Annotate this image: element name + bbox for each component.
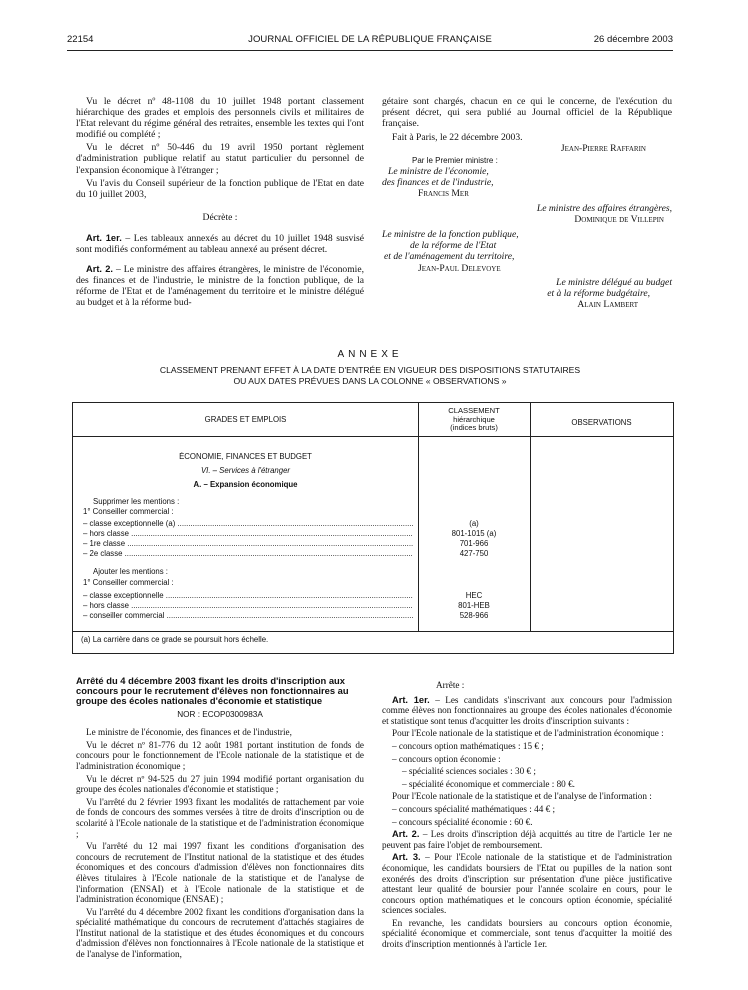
grade-group: 1° Conseiller commercial : <box>83 578 174 587</box>
issue-date: 26 décembre 2003 <box>593 34 673 45</box>
article-text: – Les droits d'inscription déjà acquittés au titre de l'article 1er ne peuvent pas faire l'objet de remboursement. <box>382 829 672 850</box>
row-label: – classe exceptionnelle (a) ..... <box>83 519 413 528</box>
row-label: – 1re classe ..... <box>83 539 413 548</box>
annex-subtitle <box>67 365 673 387</box>
row-value: 427-750 <box>459 549 489 558</box>
remove-mentions-label: Supprimer les mentions : <box>93 497 180 506</box>
fee-item: – spécialité économique et commerciale : 80 €. <box>402 778 575 789</box>
decree-right-column <box>382 96 672 310</box>
article-text: – Le ministre des affaires étrangères, le ministre de l'économie, des finances et de l'industrie, le ministre de la fonction publique, de la réforme de l'Etat et de l'aménagement du territoire et le ministre délégué au budget et à la réforme bud- <box>76 264 364 309</box>
table-row <box>83 611 413 621</box>
row-value: 801-1015 (a) <box>451 529 497 538</box>
signatory-title: Le ministre de l'économie, <box>388 165 489 177</box>
signatory-title: de la réforme de l'Etat <box>410 240 497 252</box>
visa-paragraph: Vu l'avis du Conseil supérieur de la fonction publique de l'Etat en date du 10 juillet 2003, <box>76 177 364 200</box>
signatory-name: Jean-Pierre Raffarin <box>560 143 646 155</box>
article-label: Art. 2. <box>86 264 113 275</box>
fee-item: – concours spécialité économie : 60 €. <box>392 816 533 827</box>
row-value: 801-HEB <box>458 601 490 610</box>
signatory-name: Francis Mer <box>418 188 469 200</box>
closing-paragraph: En revanche, les candidats boursiers au concours option économie, spécialité économique et commerciale, sont tenus d'acquitter la moitié des droits d'inscription mentionnés à l'article 1er. <box>382 917 672 950</box>
arrete-right-column <box>382 680 672 952</box>
subsection-heading: VI. – Services à l'étranger <box>200 466 291 475</box>
article-1 <box>382 695 672 727</box>
article-text: – Pour l'Ecole nationale de la statistique et de l'administration économique, les candidats boursiers de l'Etat ou pupilles de la nation sont exonérés des droits d'inscription sur présentation d'une pièce justificative attestant leur qualité de boursier pour l'année scolaire en cours, pour le concours option mathématiques et le concours option économie, spécialité sciences sociales. <box>382 852 672 916</box>
column-header-observations: OBSERVATIONS <box>571 418 632 427</box>
row-label: – conseiller commercial ..... <box>83 611 413 620</box>
article-3 <box>382 852 672 916</box>
fee-item: – concours spécialité mathématiques : 44 € ; <box>392 803 556 814</box>
signatory-title: et à la réforme budgétaire, <box>547 287 650 299</box>
article-text: – Les tableaux annexés au décret du 10 juillet 1948 susvisé sont modifiés conformément au tableau annexé au présent décret. <box>76 232 365 256</box>
annex-title: ANNEXE <box>337 349 403 360</box>
column-header-grades: GRADES ET EMPLOIS <box>204 415 287 424</box>
execution-paragraph: gétaire sont chargés, chacun en ce qui le concerne, de l'exécution du présent décret, qui sera publié au Journal officiel de la République française. <box>382 96 672 130</box>
annex-subtitle-line: OU AUX DATES PRÉVUES DANS LA COLONNE « OBSERVATIONS » <box>233 376 507 386</box>
fait-line: Fait à Paris, le 22 décembre 2003. <box>392 132 523 144</box>
article-label: Art. 1er. <box>392 694 430 705</box>
row-value: 528-966 <box>459 611 489 620</box>
visa-paragraph: Vu le décret nº 50-446 du 19 avril 1950 portant règlement d'administration publique relatif au statut particulier du personnel de l'expansion économique à l'étranger ; <box>76 142 364 176</box>
arrete-heading: Arrête : <box>436 680 465 690</box>
visa-paragraph: Vu l'arrêté du 2 février 1993 fixant les modalités de rattachement par voie de fonds de concours des sommes versées à titre de droits d'inscription ou de scolarité à l'Ecole nationale de la statistique et de l'administration économique ; <box>76 796 364 839</box>
table-footnote: (a) La carrière dans ce grade se poursuit hors échelle. <box>81 635 269 644</box>
row-label: – hors classe ..... <box>83 601 413 610</box>
signatory-name: Dominique de Villepin <box>574 213 664 225</box>
article-2 <box>382 829 672 850</box>
header-line: hiérarchique <box>453 414 495 424</box>
arrete-title: Arrêté du 4 décembre 2003 fixant les droits d'inscription aux concours pour le recrutement d'élèves non fonctionnaires au groupe des écoles nationales d'économie et statistique <box>76 675 349 707</box>
section-heading: ÉCONOMIE, FINANCES ET BUDGET <box>179 452 312 461</box>
par-le-line: Par le Premier ministre : <box>412 155 498 165</box>
journal-title: JOURNAL OFFICIEL DE LA RÉPUBLIQUE FRANÇAISE <box>248 34 492 45</box>
header-rule <box>67 50 673 51</box>
signatory-title: et de l'aménagement du territoire, <box>384 251 515 263</box>
row-label: – 2e classe ..... <box>83 549 413 558</box>
decree-left-column <box>76 96 364 311</box>
article-label: Art. 3. <box>392 852 421 863</box>
ensai-intro: Pour l'Ecole nationale de la statistique et de l'analyse de l'information : <box>392 791 652 802</box>
signatory-name: Alain Lambert <box>577 299 638 311</box>
visa-paragraph: Vu le décret nº 94-525 du 27 juin 1994 modifié portant organisation du groupe des écoles nationales d'économie et statistique ; <box>76 773 364 795</box>
signatory-title: Le ministre des affaires étrangères, <box>536 202 672 214</box>
decrete-heading: Décrète : <box>202 211 238 223</box>
page-number: 22154 <box>67 34 94 45</box>
article-text: – Les candidats s'inscrivant aux concours pour l'admission comme élèves non fonctionnaires au groupe des écoles nationales d'économie et statistique sont tenus d'acquitter les droits d'inscription suivants : <box>382 694 672 726</box>
row-value: 701-966 <box>459 539 489 548</box>
header-line: CLASSEMENT <box>448 406 500 415</box>
header-divider <box>73 436 673 437</box>
signatory-title: Le ministre de la fonction publique, <box>382 228 519 240</box>
row-value: (a) <box>469 519 479 528</box>
table-row <box>83 601 413 611</box>
add-mentions-label: Ajouter les mentions : <box>93 567 168 576</box>
subsubsection-heading: A. – Expansion économique <box>193 480 298 489</box>
visa-paragraph: Vu l'arrêté du 12 mai 1997 fixant les conditions d'organisation des concours de recrutement de l'Institut national de la statistique et des études économiques et des concours d'admission d'élèves non fonctionnaires dits élèves titulaires à l'Ecole nationale de la statistique et de l'analyse de l'information (ENSAI) et à l'Ecole nationale de la statistique et de l'administration économique (ENSAE) ; <box>76 841 364 905</box>
annex-subtitle-line: CLASSEMENT PRENANT EFFET À LA DATE D'ENTRÉE EN VIGUEUR DES DISPOSITIONS STATUTAIRES <box>159 365 581 375</box>
header-line: (indices bruts) <box>450 423 498 433</box>
fee-item: – concours option mathématiques : 15 € ; <box>392 740 544 751</box>
article-label: Art. 1er. <box>86 232 122 243</box>
arrete-left-column <box>76 676 364 962</box>
table-row <box>83 539 413 549</box>
table-row <box>83 549 413 559</box>
ensae-intro: Pour l'Ecole nationale de la statistique et de l'administration économique : <box>392 728 664 739</box>
fee-item: – spécialité sciences sociales : 30 € ; <box>402 766 536 777</box>
footer-divider <box>73 631 673 632</box>
table-row <box>83 519 413 529</box>
article-label: Art. 2. <box>392 829 420 840</box>
column-divider <box>530 403 531 631</box>
column-header-classement <box>418 407 530 433</box>
row-label: – hors classe ..... <box>83 529 413 538</box>
classification-table <box>72 402 674 654</box>
visa-paragraph: Le ministre de l'économie, des finances et de l'industrie, <box>86 727 292 738</box>
visa-paragraph: Vu le décret nº 48-1108 du 10 juillet 1948 portant classement hiérarchique des grades et emplois des personnels civils et militaires de l'Etat relevant du régime général des retraites, ensemble les textes qui l'ont modifié ou complété ; <box>76 96 364 141</box>
row-label: – classe exceptionnelle ..... <box>83 591 413 600</box>
visa-paragraph: Vu le décret nº 81-776 du 12 août 1981 portant institution de fonds de concours pour le fonctionnement de l'Ecole nationale de la statistique et de l'administration économique ; <box>76 739 364 771</box>
row-value: HEC <box>465 591 483 600</box>
table-row <box>83 529 413 539</box>
article-1 <box>76 233 364 255</box>
visa-paragraph: Vu l'arrêté du 4 décembre 2002 fixant les conditions d'organisation dans la spécialité mathématique du concours de recrutement d'attachés stagiaires de l'Institut national de la statistique et des études économiques et du concours d'admission d'élèves non fonctionnaires à l'Ecole nationale de la statistique et de l'analyse de l'information, <box>76 906 364 960</box>
signatory-title: des finances et de l'industrie, <box>382 177 494 189</box>
signatory-title: Le ministre délégué au budget <box>556 276 672 288</box>
table-row <box>83 591 413 601</box>
page-header <box>67 34 673 48</box>
signatory-name: Jean-Paul Delevoye <box>418 262 501 274</box>
signature-block <box>382 132 672 310</box>
article-2 <box>76 264 364 308</box>
fee-item: – concours option économie : <box>392 753 501 764</box>
nor-reference: NOR : ECOP0300983A <box>177 709 263 719</box>
grade-group: 1° Conseiller commercial : <box>83 507 174 516</box>
